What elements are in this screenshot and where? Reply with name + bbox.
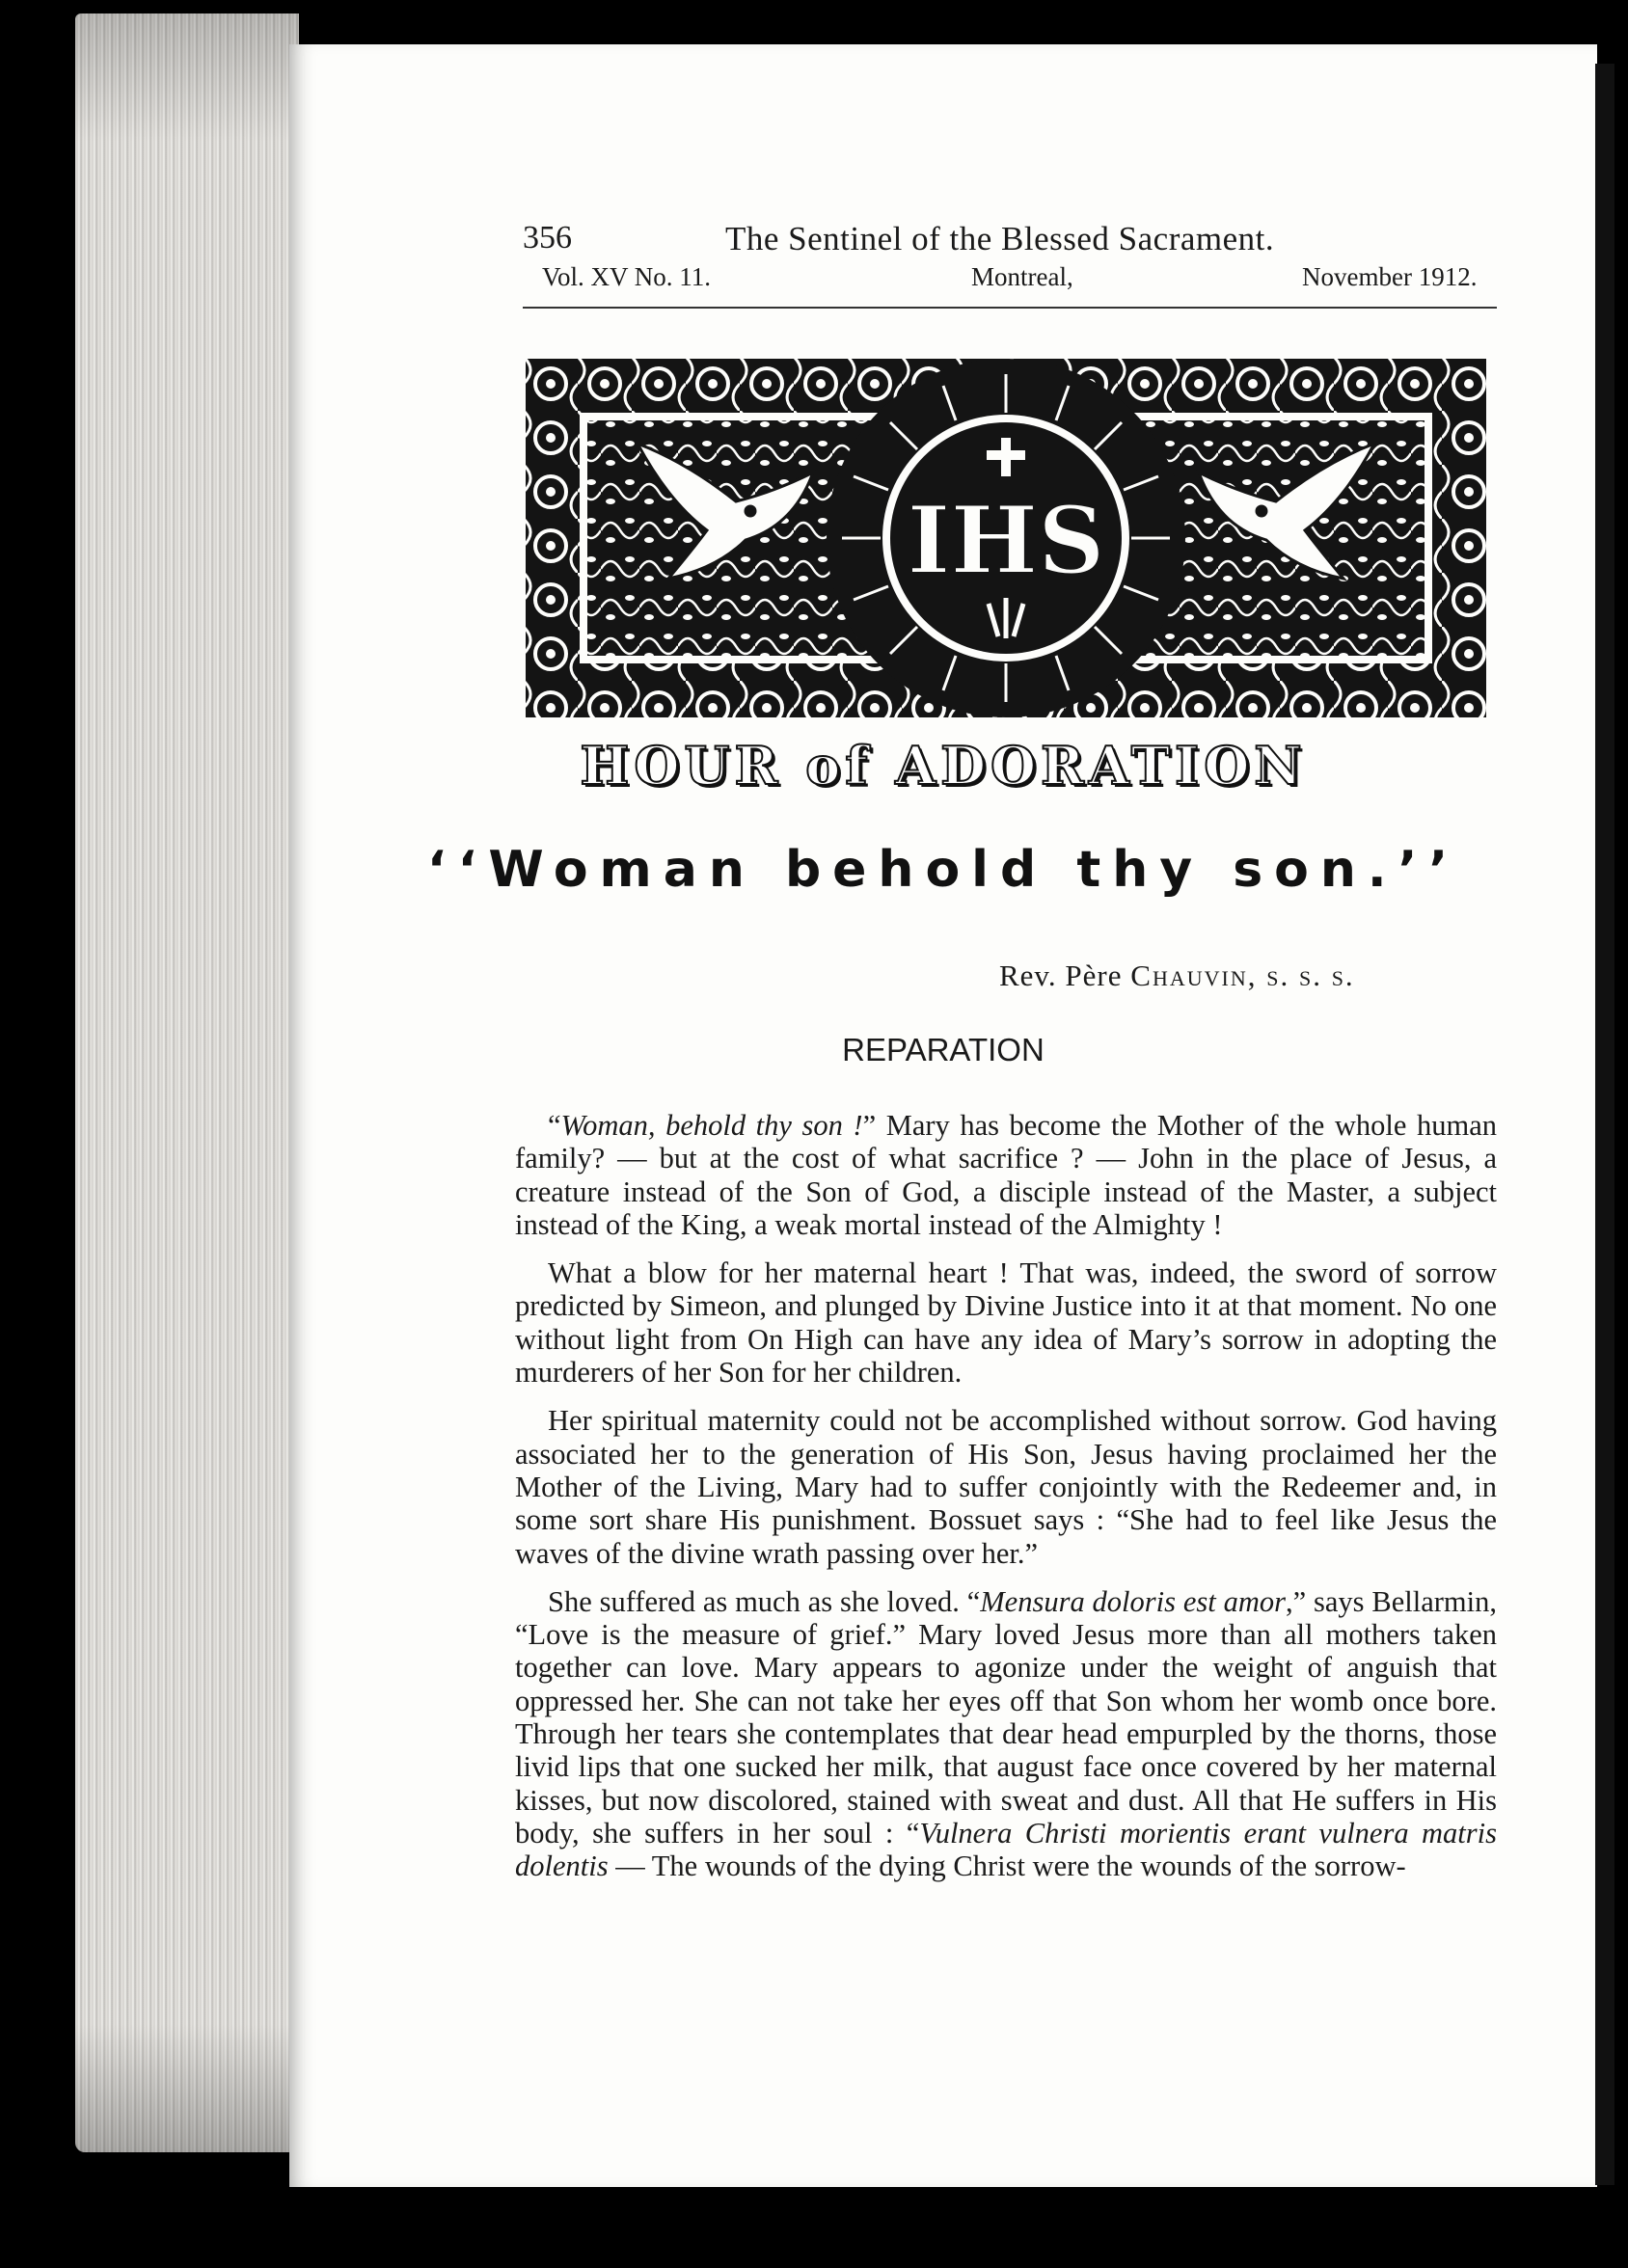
book-page xyxy=(289,44,1597,2187)
paragraph-text: — The wounds of the dying Christ were the wounds of the sorrow- xyxy=(608,1850,1406,1883)
next-page-edge xyxy=(1595,64,1614,2185)
book-page-edges xyxy=(75,14,299,2152)
author-name: Chauvin xyxy=(1130,958,1248,992)
latin-quote: Vulnera Christi morientis erant vulnera matris dolentis xyxy=(515,1816,1497,1883)
issue-date: November 1912. xyxy=(1302,262,1478,291)
volume-number: Vol. XV No. 11. xyxy=(542,262,712,291)
article-paragraph xyxy=(515,1109,1497,1241)
ihs-ornament-banner xyxy=(524,357,1488,719)
paragraph-text: ” Mary has become the Mother of the whole human family? — but at the cost of what sacrifice ? — John in the place of Jesus, a creature instead of the Son of God, a disciple instead of the Master, a subject instead of the King, a weak mortal instead of the Almighty ! xyxy=(515,1109,1498,1241)
ihs-monogram: IHS xyxy=(907,486,1105,595)
series-title: HOUR of ADORATION xyxy=(580,735,1307,796)
paragraph-text: She suffered as much as she loved. “ xyxy=(548,1584,981,1618)
paragraph-text: Her spiritual maternity could not be accomplished without sorrow. God having associated her to the generation of His Son, Jesus having proclaimed her the Mother of the Living, Mary had to suffer conjointly with the Redeemer and, in some sort share His punishment. Bossuet says : “She had to feel like Jesus the waves of the divine wrath passing over her.” xyxy=(515,1404,1497,1570)
paragraph-text: What a blow for her maternal heart ! That was, indeed, the sword of sorrow predicted by Simeon, and plunged by Divine Justice into it at that moment. No one without light from On High can have any idea of Mary’s sorrow in adopting the murderers of her Son for her children. xyxy=(515,1256,1497,1390)
article-paragraph xyxy=(515,1256,1497,1389)
author-order: , s. s. s. xyxy=(1247,958,1355,992)
author-prefix: Rev. Père xyxy=(999,958,1131,992)
page-number: 356 xyxy=(523,220,572,256)
article-paragraph xyxy=(515,1585,1497,1883)
article-body xyxy=(515,1109,1497,1899)
author-byline xyxy=(999,958,1355,993)
header-rule xyxy=(523,307,1497,309)
running-head xyxy=(523,220,1497,307)
latin-quote: Mensura doloris est amor xyxy=(980,1584,1286,1618)
publication-city: Montreal, xyxy=(971,262,1073,291)
section-heading: REPARATION xyxy=(842,1032,1045,1067)
article-paragraph xyxy=(515,1404,1497,1569)
article-title: ‘‘Woman behold thy son.’’ xyxy=(426,841,1460,899)
paragraph-text: “ xyxy=(548,1109,561,1142)
journal-title: The Sentinel of the Blessed Sacrament. xyxy=(725,220,1275,257)
paragraph-text: ,” says Bellarmin, “Love is the measure of grief.” Mary loved Jesus more than all mothers taken together can love. Mary appears to agonize under the weight of anguish that oppressed her. She can not take her eyes off that Son whom her womb once bore. Through her tears she contemplates that dear head empurpled by the thorns, those livid lips that one sucked her milk, that august face once covered by her maternal kisses, but now discolored, stained with sweat and dust. All that He suffers in His body, she suffers in her soul : “ xyxy=(515,1584,1497,1850)
latin-quote: Woman, behold thy son ! xyxy=(560,1109,863,1142)
